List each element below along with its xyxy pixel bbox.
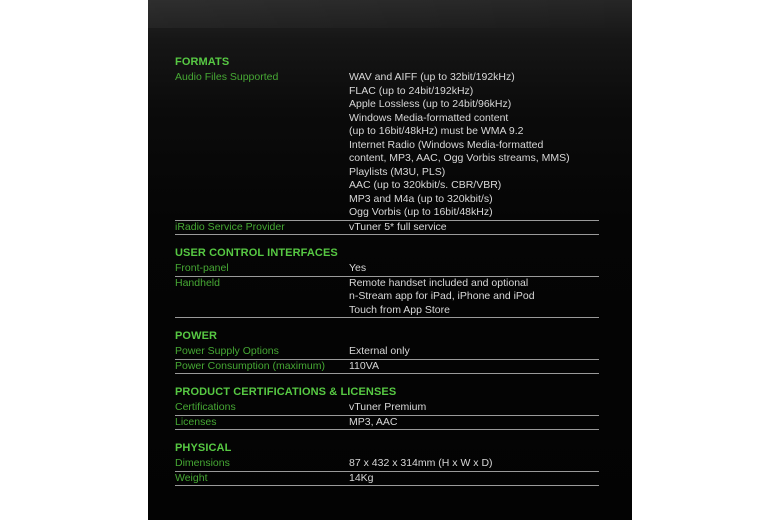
spec-value-line: 87 x 432 x 314mm (H x W x D)	[349, 457, 493, 469]
spec-value-line: Yes	[349, 262, 367, 274]
spec-value	[349, 262, 599, 276]
spec-table	[175, 56, 599, 486]
spec-label: Front-panel	[175, 262, 229, 274]
section-title: USER CONTROL INTERFACES	[175, 247, 338, 259]
spec-value	[349, 221, 599, 235]
spec-value-line: 110VA	[349, 359, 379, 372]
spec-value	[349, 416, 599, 430]
spec-value-line: (up to 16bit/48kHz) must be WMA 9.2	[349, 125, 524, 137]
spec-panel	[148, 0, 632, 520]
spec-value-line: n-Stream app for iPad, iPhone and iPod	[349, 290, 535, 302]
spec-label: Weight	[175, 471, 208, 484]
spec-row	[175, 221, 599, 236]
spec-label: Dimensions	[175, 457, 230, 469]
spec-value-line: content, MP3, AAC, Ogg Vorbis streams, MMS)	[349, 152, 570, 164]
spec-row	[175, 262, 599, 277]
spec-label: iRadio Service Provider	[175, 220, 285, 233]
spec-value-line: Remote handset included and optional	[349, 276, 529, 289]
spec-value	[349, 360, 599, 374]
spec-value-line: WAV and AIFF (up to 32bit/192kHz)	[349, 71, 515, 83]
spec-value-line: Playlists (M3U, PLS)	[349, 165, 446, 178]
spec-value-line: Windows Media-formatted content	[349, 111, 509, 124]
section-title: PRODUCT CERTIFICATIONS & LICENSES	[175, 386, 397, 398]
spec-value-line: Apple Lossless (up to 24bit/96kHz)	[349, 98, 512, 110]
spec-value	[349, 401, 599, 415]
spec-value-line: Internet Radio (Windows Media-formatted	[349, 138, 544, 151]
spec-value-line: FLAC (up to 24bit/192kHz)	[349, 84, 474, 97]
spec-value-line: External only	[349, 345, 410, 357]
spec-value	[349, 277, 599, 318]
spec-label: Audio Files Supported	[175, 71, 279, 83]
spec-label: Power Consumption (maximum)	[175, 359, 325, 372]
spec-value-line: Ogg Vorbis (up to 16bit/48kHz)	[349, 206, 493, 218]
spec-value-line: 14Kg	[349, 471, 374, 484]
spec-label: Handheld	[175, 276, 220, 289]
spec-row	[175, 277, 599, 319]
section-title: FORMATS	[175, 56, 230, 68]
spec-value	[349, 472, 599, 486]
spec-value-line: MP3, AAC	[349, 415, 398, 428]
spec-label: Licenses	[175, 415, 217, 428]
spec-label: Power Supply Options	[175, 345, 279, 357]
spec-value	[349, 457, 599, 471]
spec-row	[175, 345, 599, 360]
spec-value-line: MP3 and M4a (up to 320kbit/s)	[349, 192, 493, 205]
spec-row	[175, 401, 599, 416]
spec-row	[175, 416, 599, 431]
section-title: PHYSICAL	[175, 442, 232, 454]
background-shading	[148, 0, 632, 28]
spec-value	[349, 71, 599, 220]
spec-label: Certifications	[175, 401, 236, 413]
spec-value-line: Touch from App Store	[349, 303, 450, 316]
spec-row	[175, 457, 599, 472]
spec-value-line: AAC (up to 320kbit/s. CBR/VBR)	[349, 179, 502, 191]
spec-row	[175, 71, 599, 221]
spec-row	[175, 472, 599, 487]
section-title: POWER	[175, 330, 218, 342]
spec-value	[349, 345, 599, 359]
spec-value-line: vTuner 5* full service	[349, 220, 447, 233]
spec-row	[175, 360, 599, 375]
spec-value-line: vTuner Premium	[349, 401, 427, 413]
